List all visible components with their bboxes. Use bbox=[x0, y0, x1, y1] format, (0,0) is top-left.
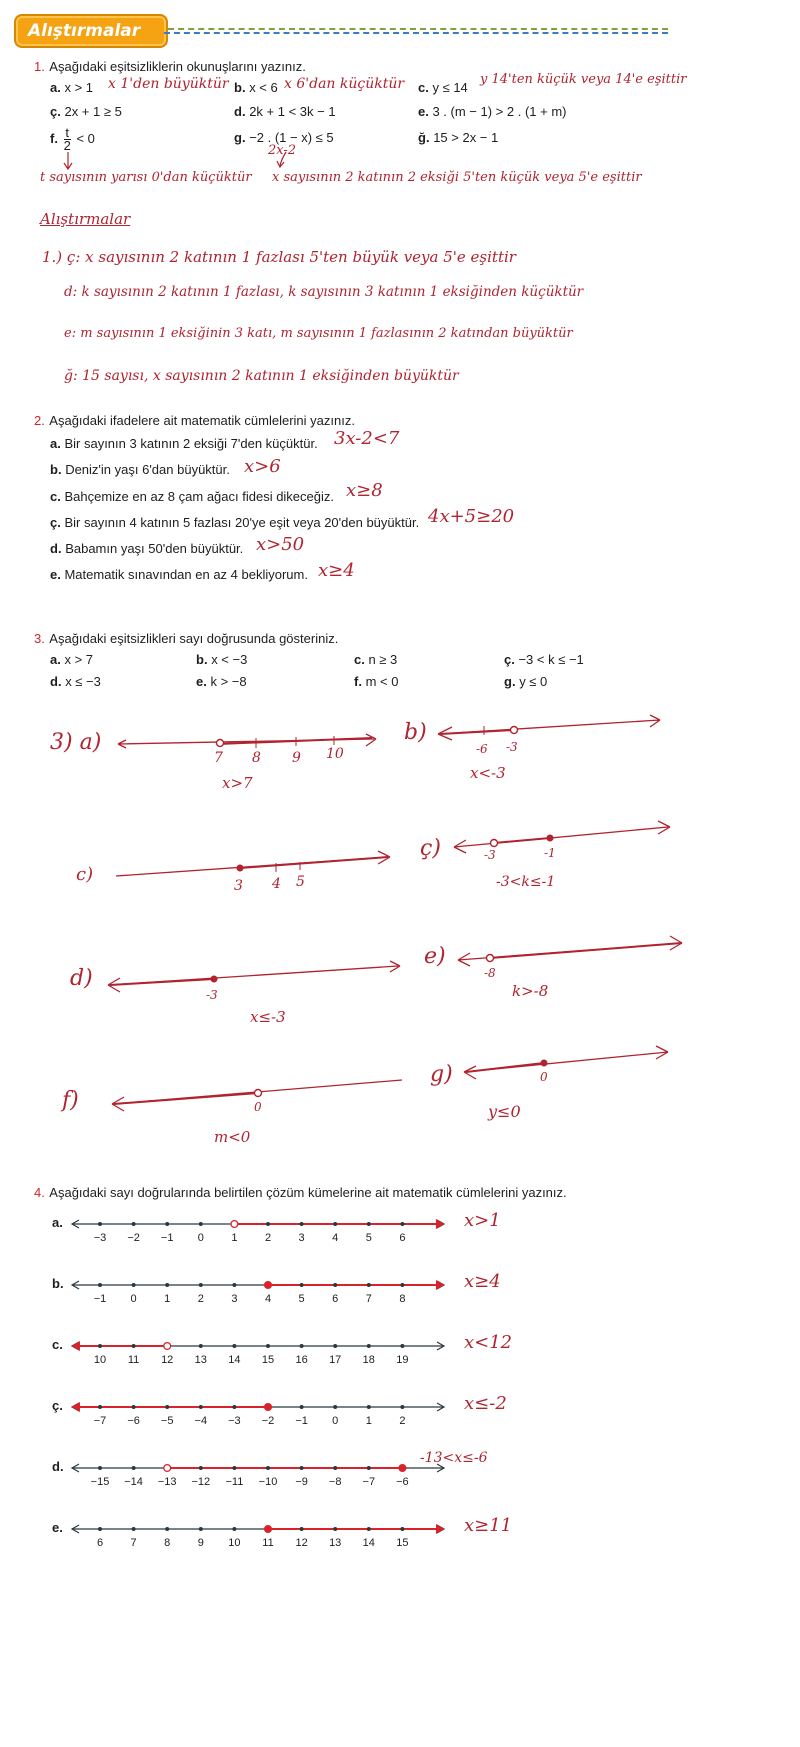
solution-arrow bbox=[436, 1280, 444, 1290]
q3-sketch-f-tick-0: 0 bbox=[254, 1100, 262, 1114]
tick-label: −7 bbox=[362, 1476, 376, 1488]
q2-answer-c: x≥8 bbox=[346, 480, 383, 501]
q3-sketch-e-tick-8: -8 bbox=[484, 966, 496, 980]
tick-label: −1 bbox=[93, 1293, 107, 1305]
q1-answer-a: x 1'den büyüktür bbox=[108, 76, 229, 92]
q2-item-b: b. Deniz'in yaşı 6'dan büyüktür. bbox=[50, 462, 230, 477]
tick-label: −1 bbox=[295, 1415, 308, 1427]
tick-dot bbox=[333, 1283, 337, 1287]
q4-number-line bbox=[0, 1275, 800, 1315]
q4-number-lines bbox=[0, 1200, 800, 1740]
q3-sketch-tag-d: d) bbox=[70, 966, 93, 991]
tick-label: 6 bbox=[96, 1537, 104, 1549]
tick-label: −2 bbox=[261, 1415, 275, 1427]
q3-sketch-d-tick-3: -3 bbox=[206, 988, 218, 1002]
q4-number-line bbox=[0, 1519, 800, 1559]
q3-sketch-tag-e: e) bbox=[424, 944, 446, 969]
q3-item-g: g. y ≤ 0 bbox=[504, 674, 548, 689]
solution-arrow bbox=[436, 1219, 444, 1229]
tick-dot bbox=[232, 1283, 236, 1287]
tick-label: 0 bbox=[197, 1232, 204, 1244]
q2-answer-b: x>6 bbox=[244, 456, 281, 477]
q3-sketch-b-tick-3: -3 bbox=[506, 740, 518, 754]
tick-dot bbox=[165, 1283, 169, 1287]
tick-dot bbox=[400, 1405, 404, 1409]
tick-label: −4 bbox=[194, 1415, 208, 1427]
q3-item-c: c. n ≥ 3 bbox=[354, 652, 398, 667]
notes-title: Alıştırmalar bbox=[40, 210, 131, 228]
tick-label: −5 bbox=[160, 1415, 174, 1427]
tick-dot bbox=[400, 1283, 404, 1287]
tick-label: 2 bbox=[264, 1232, 272, 1244]
tick-label: −9 bbox=[295, 1476, 308, 1488]
tick-label: 1 bbox=[164, 1293, 171, 1305]
tick-dot bbox=[266, 1344, 270, 1348]
tick-dot bbox=[199, 1466, 203, 1470]
tick-label: 0 bbox=[130, 1293, 137, 1305]
solution-arrow bbox=[72, 1402, 80, 1412]
q1-item-f: f. $\frac{t}{2}$ < 0 bbox=[50, 125, 95, 153]
tick-label: −3 bbox=[228, 1415, 241, 1427]
tick-dot bbox=[367, 1405, 371, 1409]
tick-dot bbox=[132, 1283, 136, 1287]
tick-dot bbox=[333, 1405, 337, 1409]
section-title: Alıştırmalar bbox=[28, 21, 141, 41]
tick-dot bbox=[232, 1527, 236, 1531]
tick-dot bbox=[300, 1222, 304, 1226]
tick-label: 15 bbox=[261, 1354, 275, 1366]
tick-label: −11 bbox=[225, 1476, 244, 1488]
q3-sketch-c-tick-3: 3 bbox=[234, 878, 243, 894]
q2-item-d: d. Babamın yaşı 50'den büyüktür. bbox=[50, 541, 244, 556]
tick-dot bbox=[400, 1222, 404, 1226]
tick-dot bbox=[98, 1222, 102, 1226]
tick-dot bbox=[132, 1466, 136, 1470]
tick-dot bbox=[367, 1527, 371, 1531]
q2-answer-ch: 4x+5≥20 bbox=[428, 506, 515, 527]
q3-sketch-tag-ch: ç) bbox=[420, 836, 441, 861]
tick-dot bbox=[98, 1527, 102, 1531]
q4-line-label: b. bbox=[52, 1276, 64, 1291]
q4-answer: x<12 bbox=[464, 1332, 513, 1353]
q1-text: Aşağıdaki eşitsizliklerin okunuşlarını yazınız. bbox=[49, 59, 306, 74]
q3-sketch-tag-g: g) bbox=[430, 1062, 453, 1087]
tick-label: 12 bbox=[161, 1354, 174, 1366]
q4-line-label: d. bbox=[52, 1459, 64, 1474]
tick-label: 12 bbox=[295, 1537, 308, 1549]
tick-dot bbox=[132, 1344, 136, 1348]
solution-arrow bbox=[72, 1341, 80, 1351]
q1-note-g: 2x-2 bbox=[268, 143, 297, 158]
q3-sketch-ch-answer: -3<k≤-1 bbox=[496, 874, 556, 890]
tick-label: 4 bbox=[264, 1293, 272, 1305]
q3-sketch-ch-tick-1: -1 bbox=[544, 846, 556, 860]
tick-label: −12 bbox=[191, 1476, 211, 1488]
q3-sketch-e-answer: k>-8 bbox=[512, 982, 549, 1000]
q4-line-label: e. bbox=[52, 1520, 63, 1535]
tick-dot bbox=[266, 1222, 270, 1226]
tick-label: 5 bbox=[365, 1232, 372, 1244]
tick-label: 5 bbox=[298, 1293, 305, 1305]
q3-item-b: b. x < −3 bbox=[196, 652, 248, 667]
q1-item-e: e. 3 . (m − 1) > 2 . (1 + m) bbox=[418, 104, 567, 119]
tick-dot bbox=[98, 1466, 102, 1470]
q2-item-a: a. Bir sayının 3 katının 2 eksiği 7'den küçüktür. bbox=[50, 436, 318, 451]
tick-dot bbox=[98, 1405, 102, 1409]
tick-label: 6 bbox=[332, 1293, 339, 1305]
tick-dot bbox=[165, 1405, 169, 1409]
tick-dot bbox=[266, 1466, 270, 1470]
tick-label: 1 bbox=[365, 1415, 372, 1427]
tick-dot bbox=[367, 1466, 371, 1470]
tick-dot bbox=[333, 1222, 337, 1226]
tick-label: 16 bbox=[295, 1354, 308, 1366]
tick-label: 3 bbox=[298, 1232, 305, 1244]
note-line-4: ğ: 15 sayısı, x sayısının 2 katının 1 eksiğinden büyüktür bbox=[64, 368, 459, 384]
tick-dot bbox=[300, 1466, 304, 1470]
note-line-3: e: m sayısının 1 eksiğinin 3 katı, m sayısının 1 fazlasının 2 katından büyüktür bbox=[64, 326, 573, 341]
q2-item-e: e. Matematik sınavından en az 4 bekliyorum. bbox=[50, 567, 308, 582]
tick-dot bbox=[165, 1222, 169, 1226]
tick-dot bbox=[232, 1405, 236, 1409]
tick-dot bbox=[98, 1344, 102, 1348]
q4-line-label: c. bbox=[52, 1337, 63, 1352]
tick-label: 18 bbox=[362, 1354, 375, 1366]
tick-label: −1 bbox=[160, 1232, 174, 1244]
tick-label: 7 bbox=[130, 1537, 137, 1549]
q4-line-label: ç. bbox=[52, 1398, 63, 1413]
tick-label: 13 bbox=[194, 1354, 207, 1366]
tick-label: −2 bbox=[127, 1232, 140, 1244]
tick-label: −13 bbox=[157, 1476, 177, 1488]
tick-label: 4 bbox=[332, 1232, 339, 1244]
tick-dot bbox=[400, 1344, 404, 1348]
tick-label: 2 bbox=[399, 1415, 406, 1427]
q3-sketch-d-answer: x≤-3 bbox=[250, 1008, 286, 1026]
tick-label: −15 bbox=[90, 1476, 110, 1488]
tick-dot bbox=[199, 1405, 203, 1409]
q4-heading: 4. Aşağıdaki sayı doğrularında belirtilen çözüm kümelerine ait matematik cümlelerini yazınız. bbox=[34, 1185, 567, 1200]
tick-label: −6 bbox=[396, 1476, 409, 1488]
tick-dot bbox=[333, 1527, 337, 1531]
tick-label: 14 bbox=[228, 1354, 241, 1366]
q4-number-line bbox=[0, 1397, 800, 1437]
q2-answer-d: x>50 bbox=[256, 534, 305, 555]
q3-sketch-b-tick-6: -6 bbox=[476, 742, 488, 756]
q3-sketch-g-answer: y≤0 bbox=[488, 1102, 521, 1121]
q1-item-gh: ğ. 15 > 2x − 1 bbox=[418, 130, 499, 145]
tick-dot bbox=[98, 1283, 102, 1287]
tick-label: 3 bbox=[231, 1293, 238, 1305]
q1-item-ch: ç. 2x + 1 ≥ 5 bbox=[50, 104, 122, 119]
q4-number-line bbox=[0, 1458, 800, 1498]
tick-label: −3 bbox=[93, 1232, 107, 1244]
q3-sketch-b-answer: x<-3 bbox=[470, 764, 506, 782]
q3-item-ch: ç. −3 < k ≤ −1 bbox=[504, 652, 584, 667]
q4-answer: x>1 bbox=[464, 1210, 501, 1231]
q3-sketch-a-tick-7: 7 bbox=[214, 750, 223, 766]
tick-label: 1 bbox=[231, 1232, 238, 1244]
q1-item-d: d. 2k + 1 < 3k − 1 bbox=[234, 104, 336, 119]
q3-sketch-tag-b: b) bbox=[404, 720, 427, 745]
tick-label: 14 bbox=[362, 1537, 375, 1549]
q1-answer-f: t sayısının yarısı 0'dan küçüktür bbox=[40, 170, 252, 185]
q1-item-b: b. x < 6 bbox=[234, 80, 278, 95]
tick-label: 8 bbox=[399, 1293, 406, 1305]
tick-label: 11 bbox=[262, 1537, 274, 1549]
q1-item-c: c. y ≤ 14 bbox=[418, 80, 468, 95]
open-endpoint bbox=[231, 1221, 238, 1228]
q3-sketch-a-tick-10: 10 bbox=[326, 746, 344, 762]
open-endpoint bbox=[164, 1343, 171, 1350]
tick-label: 10 bbox=[93, 1354, 107, 1366]
q1-answer-g: x sayısının 2 katının 2 eksiği 5'ten küçük veya 5'e eşittir bbox=[272, 170, 642, 185]
tick-dot bbox=[300, 1283, 304, 1287]
q3-sketch-c-tick-5: 5 bbox=[296, 874, 305, 890]
tick-label: −7 bbox=[93, 1415, 107, 1427]
tick-label: 6 bbox=[399, 1232, 406, 1244]
tick-dot bbox=[199, 1344, 203, 1348]
q3-item-d: d. x ≤ −3 bbox=[50, 674, 101, 689]
q3-sketch-a-tick-8: 8 bbox=[252, 750, 261, 766]
q3-sketch-g-tick-0: 0 bbox=[540, 1070, 548, 1084]
tick-dot bbox=[132, 1405, 136, 1409]
tick-label: −8 bbox=[328, 1476, 342, 1488]
tick-label: 7 bbox=[365, 1293, 372, 1305]
tick-label: 11 bbox=[127, 1354, 140, 1366]
tick-dot bbox=[367, 1344, 371, 1348]
q4-answer: x≥11 bbox=[464, 1515, 513, 1536]
tick-label: 15 bbox=[396, 1537, 409, 1549]
tick-dot bbox=[199, 1527, 203, 1531]
tick-dot bbox=[232, 1466, 236, 1470]
tick-label: −6 bbox=[127, 1415, 140, 1427]
q3-sketch-tag-c: c) bbox=[76, 864, 94, 885]
tick-dot bbox=[367, 1222, 371, 1226]
q3-sketch-c-tick-4: 4 bbox=[272, 876, 281, 892]
q4-answer: x≥4 bbox=[464, 1271, 501, 1292]
q2-heading: 2. Aşağıdaki ifadelere ait matematik cümlelerini yazınız. bbox=[34, 413, 355, 428]
q3-sketch-a-answer: x>7 bbox=[222, 774, 253, 792]
q1-item-g: g. −2 . (1 − x) ≤ 5 bbox=[234, 130, 334, 145]
q4-answer: -13<x≤-6 bbox=[420, 1450, 488, 1466]
q3-item-a: a. x > 7 bbox=[50, 652, 94, 667]
tick-dot bbox=[333, 1344, 337, 1348]
q1-number: 1. bbox=[34, 59, 45, 74]
q2-answer-e: x≥4 bbox=[318, 560, 355, 581]
q3-item-e: e. k > −8 bbox=[196, 674, 247, 689]
tick-label: 19 bbox=[396, 1354, 409, 1366]
tick-label: 13 bbox=[329, 1537, 342, 1549]
tick-label: 8 bbox=[164, 1537, 171, 1549]
q1-answer-c: y 14'ten küçük veya 14'e eşittir bbox=[480, 72, 687, 87]
q2-item-ch: ç. Bir sayının 4 katının 5 fazlası 20'ye eşit veya 20'den büyüktür. bbox=[50, 515, 420, 530]
q3-sketch-tag-a: 3) a) bbox=[50, 730, 102, 755]
closed-endpoint bbox=[399, 1465, 406, 1472]
q4-number-line bbox=[0, 1336, 800, 1376]
q3-sketch-f-answer: m<0 bbox=[214, 1128, 251, 1146]
q1-answer-b: x 6'dan küçüktür bbox=[284, 76, 405, 92]
solution-arrow bbox=[436, 1524, 444, 1534]
closed-endpoint bbox=[265, 1282, 272, 1289]
tick-label: 2 bbox=[197, 1293, 204, 1305]
tick-label: 17 bbox=[329, 1354, 342, 1366]
tick-dot bbox=[199, 1283, 203, 1287]
tick-label: −14 bbox=[124, 1476, 143, 1488]
q2-item-c: c. Bahçemize en az 8 çam ağacı fidesi dikeceğiz. bbox=[50, 489, 334, 504]
q3-sketch-tag-f: f) bbox=[62, 1088, 79, 1113]
q4-line-label: a. bbox=[52, 1215, 63, 1230]
q4-answer: x≤-2 bbox=[464, 1393, 507, 1414]
tick-label: −10 bbox=[258, 1476, 278, 1488]
tick-dot bbox=[367, 1283, 371, 1287]
q3-sketch-a-tick-9: 9 bbox=[292, 750, 301, 766]
tick-dot bbox=[199, 1222, 203, 1226]
tick-dot bbox=[300, 1344, 304, 1348]
q1-item-a: a. x > 1 bbox=[50, 80, 94, 95]
q4-number-line bbox=[0, 1214, 800, 1254]
tick-dot bbox=[333, 1466, 337, 1470]
tick-dot bbox=[300, 1405, 304, 1409]
q3-item-f: f. m < 0 bbox=[354, 674, 399, 689]
q3-sketch-ch-tick-3: -3 bbox=[484, 848, 496, 862]
note-line-1: 1.) ç: x sayısının 2 katının 1 fazlası 5'ten büyük veya 5'e eşittir bbox=[42, 248, 516, 266]
tick-dot bbox=[165, 1527, 169, 1531]
open-endpoint bbox=[164, 1465, 171, 1472]
closed-endpoint bbox=[265, 1404, 272, 1411]
tick-label: 0 bbox=[332, 1415, 339, 1427]
tick-dot bbox=[232, 1344, 236, 1348]
q2-answer-a: 3x-2<7 bbox=[334, 428, 400, 449]
tick-label: 9 bbox=[197, 1537, 204, 1549]
q3-heading: 3. Aşağıdaki eşitsizlikleri sayı doğrusunda gösteriniz. bbox=[34, 631, 339, 646]
tick-dot bbox=[132, 1527, 136, 1531]
tick-dot bbox=[132, 1222, 136, 1226]
note-line-2: d: k sayısının 2 katının 1 fazlası, k sayısının 3 katının 1 eksiğinden küçüktür bbox=[64, 284, 584, 300]
closed-endpoint bbox=[265, 1526, 272, 1533]
tick-dot bbox=[300, 1527, 304, 1531]
tick-dot bbox=[400, 1527, 404, 1531]
tick-label: 10 bbox=[228, 1537, 241, 1549]
q3-sketches bbox=[0, 700, 800, 1160]
